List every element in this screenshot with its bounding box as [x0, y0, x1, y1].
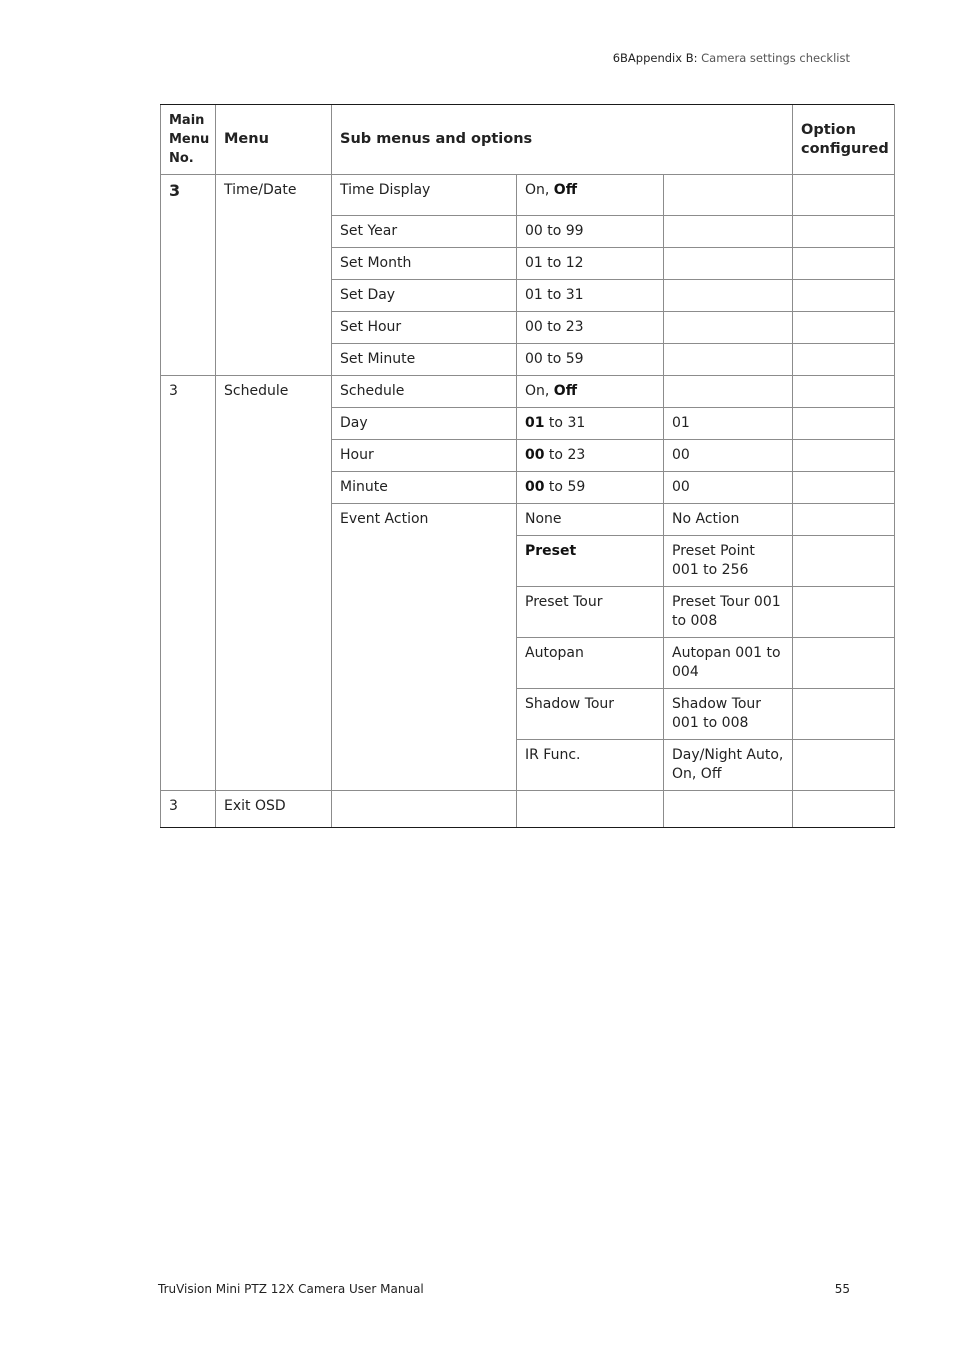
option-configured-cell: [793, 740, 895, 791]
sub-option: 01 to 12: [517, 248, 664, 280]
main-menu-no: 3: [161, 175, 216, 376]
sub-menu: Set Month: [332, 248, 517, 280]
event-value: Shadow Tour 001 to 008: [664, 689, 793, 740]
event-option: IR Func.: [517, 740, 664, 791]
sub-option: On, Off: [517, 376, 664, 408]
sub-menu: Minute: [332, 472, 517, 504]
event-option: Preset: [517, 536, 664, 587]
sub-menu: Set Year: [332, 216, 517, 248]
header-sub-menus: Sub menus and options: [332, 105, 793, 175]
option-configured-cell: [793, 408, 895, 440]
sub-menu: Set Minute: [332, 344, 517, 376]
header-option-configured: Option configured: [793, 105, 895, 175]
option-configured-cell: [793, 175, 895, 216]
section-label: 6BAppendix B:: [612, 51, 698, 65]
sub-value: [664, 280, 793, 312]
running-header: [613, 51, 850, 65]
option-configured-cell: [793, 376, 895, 408]
sub-value: [664, 791, 793, 828]
option-configured-cell: [793, 280, 895, 312]
sub-option: 00 to 59: [517, 472, 664, 504]
sub-value: [664, 216, 793, 248]
option-configured-cell: [793, 440, 895, 472]
sub-menu: Hour: [332, 440, 517, 472]
camera-settings-table: [160, 104, 895, 828]
sub-menu: Day: [332, 408, 517, 440]
sub-option: On, Off: [517, 175, 664, 216]
sub-value: 01: [664, 408, 793, 440]
sub-option: 01 to 31: [517, 408, 664, 440]
option-configured-cell: [793, 472, 895, 504]
sub-menu: Time Display: [332, 175, 517, 216]
sub-value: [664, 312, 793, 344]
sub-option: 00 to 23: [517, 440, 664, 472]
sub-menu: Set Day: [332, 280, 517, 312]
sub-option: 01 to 31: [517, 280, 664, 312]
table-row: [161, 791, 895, 828]
sub-menu: Event Action: [332, 504, 517, 791]
sub-value: [664, 376, 793, 408]
table-row: [161, 175, 895, 216]
event-option: Shadow Tour: [517, 689, 664, 740]
event-option: Autopan: [517, 638, 664, 689]
option-configured-cell: [793, 504, 895, 536]
sub-value: [664, 344, 793, 376]
section-topic: Camera settings checklist: [701, 51, 850, 65]
event-value: Autopan 001 to 004: [664, 638, 793, 689]
main-menu-no: 3: [161, 376, 216, 791]
event-value: Day/Night Auto, On, Off: [664, 740, 793, 791]
sub-option: 00 to 59: [517, 344, 664, 376]
event-option: Preset Tour: [517, 587, 664, 638]
sub-menu: Schedule: [332, 376, 517, 408]
main-menu-no: 3: [161, 791, 216, 828]
option-configured-cell: [793, 791, 895, 828]
sub-option: 00 to 99: [517, 216, 664, 248]
option-configured-cell: [793, 216, 895, 248]
event-value: Preset Point 001 to 256: [664, 536, 793, 587]
sub-option: [517, 791, 664, 828]
option-configured-cell: [793, 248, 895, 280]
event-value: Preset Tour 001 to 008: [664, 587, 793, 638]
option-configured-cell: [793, 638, 895, 689]
menu-name: Time/Date: [216, 175, 332, 376]
option-configured-cell: [793, 536, 895, 587]
sub-value: [664, 248, 793, 280]
menu-name: Schedule: [216, 376, 332, 791]
menu-name: Exit OSD: [216, 791, 332, 828]
footer-manual-title: TruVision Mini PTZ 12X Camera User Manual: [158, 1282, 424, 1296]
sub-option: 00 to 23: [517, 312, 664, 344]
sub-value: 00: [664, 472, 793, 504]
sub-menu: [332, 791, 517, 828]
header-menu: Menu: [216, 105, 332, 175]
footer-page-number: 55: [834, 1282, 850, 1296]
sub-value: 00: [664, 440, 793, 472]
event-value: No Action: [664, 504, 793, 536]
header-main-menu-no: Main Menu No.: [161, 105, 216, 175]
sub-menu: Set Hour: [332, 312, 517, 344]
option-configured-cell: [793, 587, 895, 638]
option-configured-cell: [793, 312, 895, 344]
table-row: [161, 376, 895, 408]
sub-value: [664, 175, 793, 216]
table-header-row: [161, 105, 895, 175]
option-configured-cell: [793, 689, 895, 740]
option-configured-cell: [793, 344, 895, 376]
event-option: None: [517, 504, 664, 536]
